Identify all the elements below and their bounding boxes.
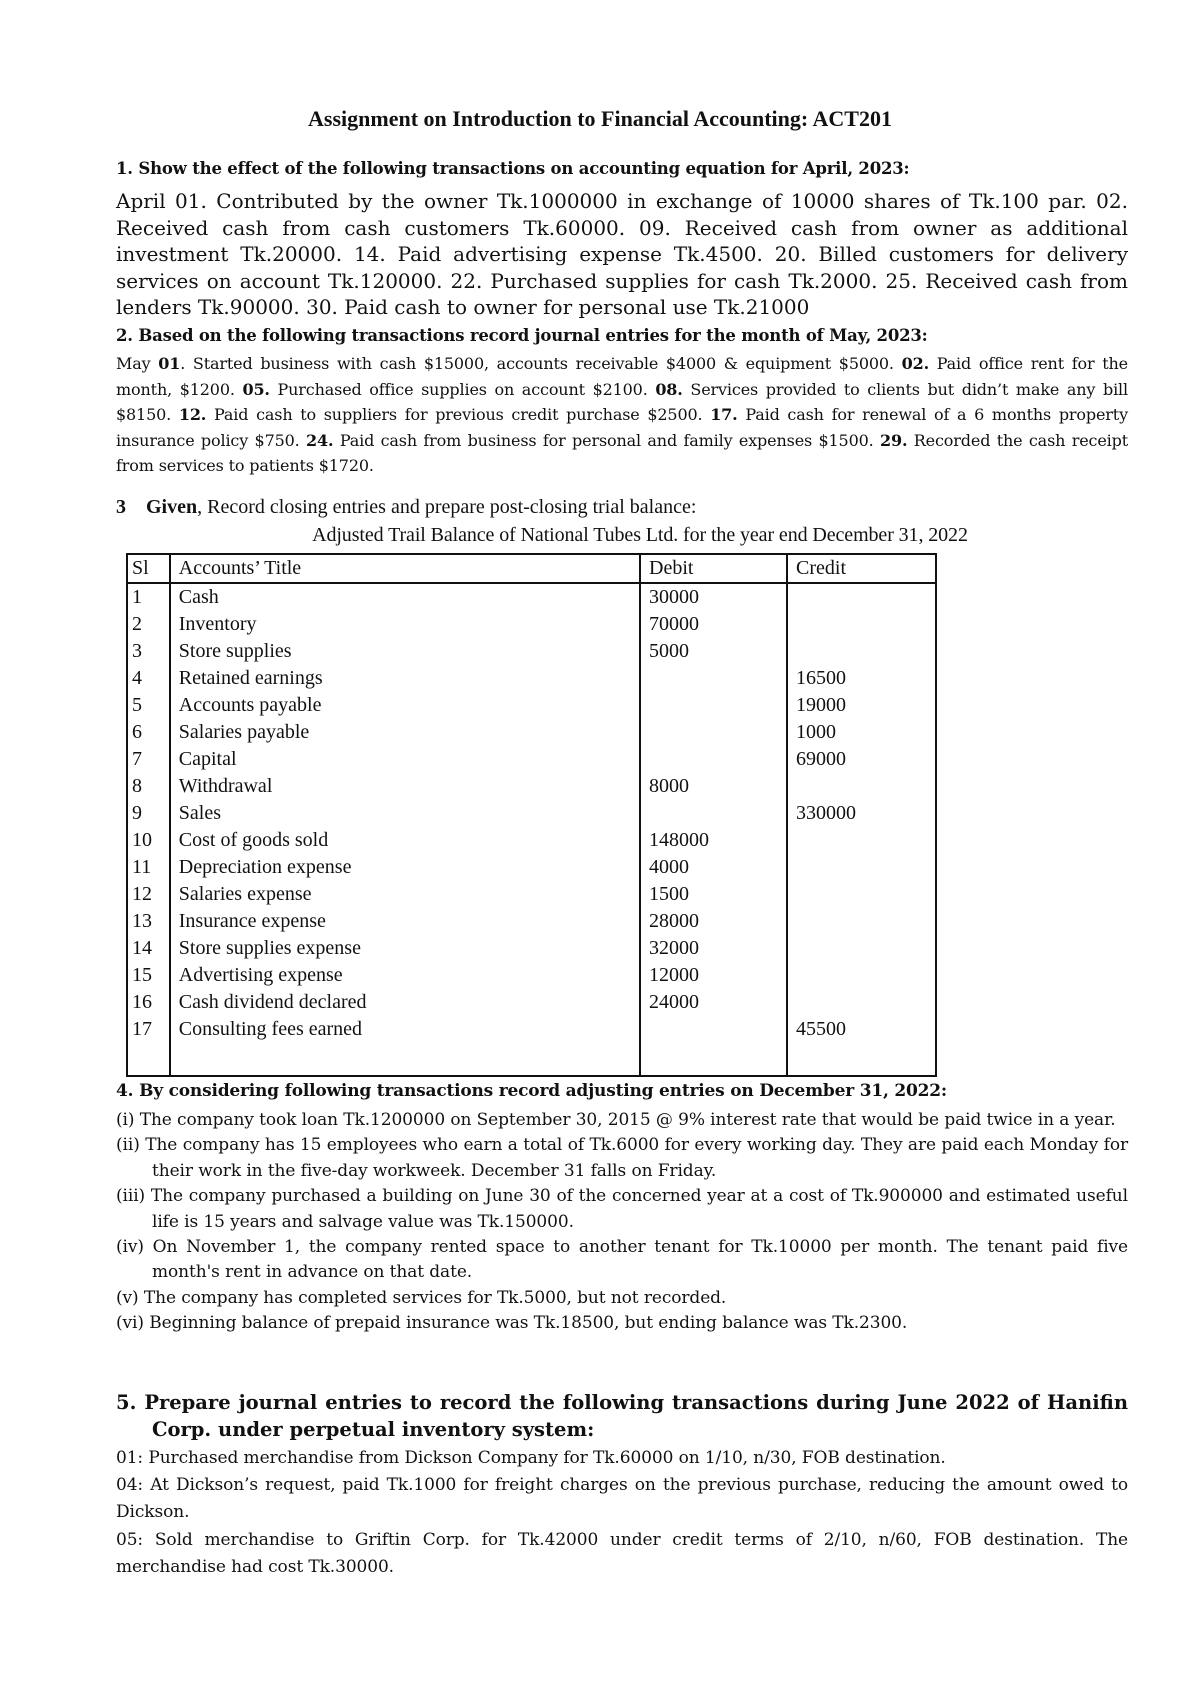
row-credit	[787, 583, 936, 611]
row-sl: 5	[127, 692, 170, 719]
row-sl: 12	[127, 881, 170, 908]
row-sl: 17	[127, 1016, 170, 1043]
table-row	[127, 638, 936, 665]
list-item: (vi) Beginning balance of prepaid insurance was Tk.18500, but ending balance was Tk.2300.	[116, 1313, 908, 1334]
row-credit: 45500	[787, 1016, 936, 1043]
q1-heading: 1. Show the effect of the following transactions on accounting equation for April, 2023:	[116, 159, 910, 178]
row-debit: 148000	[640, 827, 787, 854]
row-debit: 8000	[640, 773, 787, 800]
row-sl: 9	[127, 800, 170, 827]
q3-heading	[116, 496, 696, 519]
row-sl: 2	[127, 611, 170, 638]
row-account: Cash	[170, 583, 640, 611]
row-debit: 30000	[640, 583, 787, 611]
row-debit: 24000	[640, 989, 787, 1016]
row-credit	[787, 962, 936, 989]
q5-heading: 5. Prepare journal entries to record the following transactions during June 2022 of Hanifin Corp. under perpetual inventory system:	[116, 1391, 1128, 1441]
table-row	[127, 881, 936, 908]
q2-entry-day: 05.	[242, 379, 270, 399]
row-account: Cash dividend declared	[170, 989, 640, 1016]
row-debit	[640, 665, 787, 692]
row-debit: 5000	[640, 638, 787, 665]
row-sl: 3	[127, 638, 170, 665]
row-sl: 1	[127, 583, 170, 611]
row-debit	[640, 800, 787, 827]
list-item: (v) The company has completed services for Tk.5000, but not recorded.	[116, 1287, 727, 1308]
list-item: (i) The company took loan Tk.1200000 on September 30, 2015 @ 9% interest rate that would be paid twice in a year.	[116, 1110, 1116, 1130]
row-sl: 6	[127, 719, 170, 746]
table-row	[127, 773, 936, 800]
row-account: Withdrawal	[170, 773, 640, 800]
table-header-row	[127, 554, 936, 583]
row-credit: 1000	[787, 719, 936, 746]
row-account: Store supplies expense	[170, 935, 640, 962]
row-debit	[640, 692, 787, 719]
row-credit: 16500	[787, 665, 936, 692]
q2-body	[116, 351, 1128, 479]
q4-list	[116, 1108, 1128, 1337]
q1-body: April 01. Contributed by the owner Tk.1000000 in exchange of 10000 shares of Tk.100 par. 02. Received cash from cash customers Tk.60000. 09. Received cash from owner as additional investment Tk.20000. 14. Paid advertising expense Tk.4500. 20. Billed customers for delivery services on account Tk.120000. 22. Purchased supplies for cash Tk.2000. 25. Received cash from lenders Tk.90000. 30. Paid cash to owner for personal use Tk.21000	[116, 189, 1128, 319]
q2-entry-text: . Started business with cash $15000, accounts receivable $4000 & equipment $5000.	[180, 354, 902, 373]
row-credit	[787, 881, 936, 908]
table-row	[127, 746, 936, 773]
q2-heading: 2. Based on the following transactions record journal entries for the month of May, 2023:	[116, 326, 928, 345]
row-account: Accounts payable	[170, 692, 640, 719]
row-debit: 70000	[640, 611, 787, 638]
table-row	[127, 583, 936, 611]
row-credit	[787, 773, 936, 800]
row-sl: 8	[127, 773, 170, 800]
table-row	[127, 1016, 936, 1043]
trial-balance-title: Adjusted Trail Balance of National Tubes Ltd. for the year end December 31, 2022	[312, 524, 968, 546]
row-account: Store supplies	[170, 638, 640, 665]
q2-entry-text: Paid cash for renewal of a 6 months property insurance policy $750.	[116, 405, 1128, 450]
table-row	[127, 665, 936, 692]
header-sl: Sl	[127, 554, 170, 583]
row-debit: 32000	[640, 935, 787, 962]
q2-month: May	[116, 354, 151, 373]
list-item: (ii) The company has 15 employees who earn a total of Tk.6000 for every working day. They are paid each Monday for their work in the five-day workweek. December 31 falls on Friday.	[116, 1135, 1128, 1181]
table-empty-row	[127, 1043, 936, 1076]
q2-entry-text: Paid cash to suppliers for previous credit purchase $2500.	[206, 405, 711, 425]
table-row	[127, 908, 936, 935]
row-debit: 1500	[640, 881, 787, 908]
row-credit: 330000	[787, 800, 936, 827]
row-credit	[787, 827, 936, 854]
q2-entry-day: 12.	[178, 405, 207, 425]
q2-entry-text: Recorded the cash receipt from services to patients $1720.	[116, 430, 1128, 476]
q5-list	[116, 1445, 1128, 1581]
q3-given: Given	[146, 496, 198, 518]
trial-balance-table	[126, 553, 937, 1077]
row-account: Salaries payable	[170, 719, 640, 746]
row-account: Advertising expense	[170, 962, 640, 989]
table-row	[127, 827, 936, 854]
q4-heading: 4. By considering following transactions record adjusting entries on December 31, 2022:	[116, 1081, 947, 1101]
list-item: (iv) On November 1, the company rented space to another tenant for Tk.10000 per month. The tenant paid five month's rent in advance on that date.	[116, 1237, 1128, 1283]
row-account: Consulting fees earned	[170, 1016, 640, 1043]
table-row	[127, 800, 936, 827]
row-debit	[640, 746, 787, 773]
row-debit	[640, 1016, 787, 1043]
row-credit	[787, 989, 936, 1016]
header-credit: Credit	[787, 554, 936, 583]
row-credit	[787, 854, 936, 881]
row-credit: 69000	[787, 746, 936, 773]
table-row	[127, 719, 936, 746]
q2-entry-day: 08.	[655, 379, 683, 399]
row-sl: 4	[127, 665, 170, 692]
row-credit	[787, 908, 936, 935]
row-sl: 10	[127, 827, 170, 854]
list-item: 01: Purchased merchandise from Dickson Company for Tk.60000 on 1/10, n/30, FOB destination.	[116, 1448, 946, 1468]
row-credit	[787, 611, 936, 638]
row-sl: 14	[127, 935, 170, 962]
row-account: Cost of goods sold	[170, 827, 640, 854]
row-sl: 15	[127, 962, 170, 989]
list-item: (iii) The company purchased a building on June 30 of the concerned year at a cost of Tk.900000 and estimated useful life is 15 years and salvage value was Tk.150000.	[116, 1186, 1128, 1232]
table-row	[127, 611, 936, 638]
row-debit: 28000	[640, 908, 787, 935]
q3-number: 3	[116, 496, 126, 518]
row-debit	[640, 719, 787, 746]
row-account: Salaries expense	[170, 881, 640, 908]
q2-entry-text: Paid cash from business for personal and family expenses $1500.	[333, 430, 880, 450]
row-account: Insurance expense	[170, 908, 640, 935]
row-sl: 11	[127, 854, 170, 881]
header-accounts-title: Accounts’ Title	[170, 554, 640, 583]
row-account: Depreciation expense	[170, 854, 640, 881]
row-account: Capital	[170, 746, 640, 773]
row-sl: 16	[127, 989, 170, 1016]
q3-instruction: , Record closing entries and prepare post-closing trial balance:	[197, 496, 697, 518]
row-account: Sales	[170, 800, 640, 827]
row-account: Retained earnings	[170, 665, 640, 692]
q2-entry-day: 02.	[901, 354, 930, 373]
row-credit	[787, 638, 936, 665]
row-debit: 4000	[640, 854, 787, 881]
list-item: 05: Sold merchandise to Griftin Corp. for Tk.42000 under credit terms of 2/10, n/60, FOB destination. The merchandise had cost Tk.30000.	[116, 1529, 1128, 1577]
row-credit: 19000	[787, 692, 936, 719]
row-sl: 13	[127, 908, 170, 935]
table-row	[127, 935, 936, 962]
q2-entry-day: 01	[158, 354, 181, 373]
q2-entry-day: 17.	[710, 405, 738, 425]
page-title: Assignment on Introduction to Financial Accounting: ACT201	[308, 106, 892, 131]
table-row	[127, 962, 936, 989]
table-row	[127, 989, 936, 1016]
q2-entry-day: 24.	[306, 430, 334, 450]
q2-entry-day: 29.	[879, 430, 908, 450]
q2-entry-text: Paid office rent for the month, $1200.	[116, 354, 1128, 399]
row-account: Inventory	[170, 611, 640, 638]
q2-entry-text: Purchased office supplies on account $2100.	[269, 379, 656, 399]
row-sl: 7	[127, 746, 170, 773]
row-credit	[787, 935, 936, 962]
q2-entry-text: Services provided to clients but didn’t make any bill $8150.	[116, 379, 1128, 425]
header-debit: Debit	[640, 554, 787, 583]
table-row	[127, 692, 936, 719]
row-debit: 12000	[640, 962, 787, 989]
list-item: 04: At Dickson’s request, paid Tk.1000 for freight charges on the previous purchase, reducing the amount owed to Dickson.	[116, 1475, 1128, 1523]
table-row	[127, 854, 936, 881]
